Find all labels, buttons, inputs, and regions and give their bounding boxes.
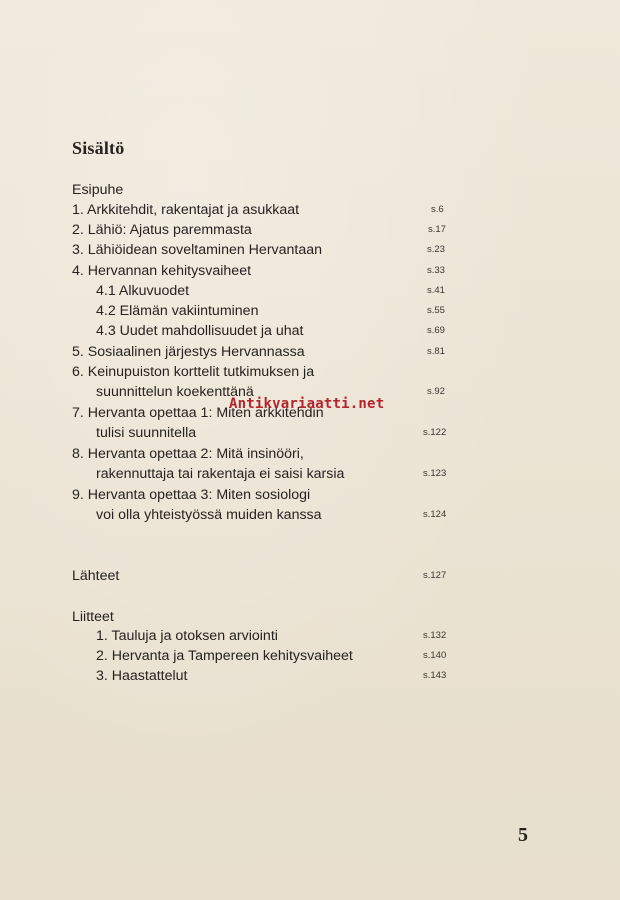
toc-entry-chapter-7: 7. Hervanta opettaa 1: Miten arkkitehdin — [72, 405, 324, 421]
toc-entry-appendix-2: 2. Hervanta ja Tampereen kehitysvaiheet — [96, 648, 353, 664]
toc-entry-appendices: Liitteet — [72, 609, 114, 625]
toc-entry-foreword: Esipuhe — [72, 182, 124, 198]
toc-entry-appendix-1: 1. Tauluja ja otoksen arviointi — [96, 628, 278, 644]
toc-entry-appendix-3: 3. Haastattelut — [96, 668, 188, 684]
toc-page-ref-chapter-9: s.124 — [423, 509, 447, 520]
toc-entry-chapter-1: 1. Arkkitehdit, rakentajat ja asukkaat — [72, 202, 300, 218]
toc-page-ref-chapter-4: s.33 — [427, 265, 445, 276]
toc-page-ref-appendix-1: s.132 — [423, 630, 447, 641]
toc-entry-chapter-6-cont: suunnittelun koekenttänä — [96, 384, 254, 400]
toc-entry-section-4-1: 4.1 Alkuvuodet — [96, 283, 190, 299]
toc-page-ref-chapter-2: s.17 — [428, 224, 446, 235]
toc-page-ref-section-4-3: s.69 — [427, 325, 445, 336]
toc-entry-references: Lähteet — [72, 568, 120, 584]
toc-page-ref-chapter-6: s.92 — [427, 386, 445, 397]
toc-heading: Sisältö — [72, 138, 125, 158]
toc-entry-chapter-9: 9. Hervanta opettaa 3: Miten sosiologi — [72, 487, 311, 503]
toc-entry-chapter-9-cont: voi olla yhteistyössä muiden kanssa — [96, 507, 322, 523]
toc-page-ref-chapter-8: s.123 — [423, 468, 447, 479]
toc-entry-chapter-3: 3. Lähiöidean soveltaminen Hervantaan — [72, 242, 323, 258]
toc-entry-section-4-3: 4.3 Uudet mahdollisuudet ja uhat — [96, 323, 304, 339]
toc-entry-chapter-7-cont: tulisi suunnitella — [96, 425, 197, 441]
toc-page-ref-appendix-3: s.143 — [423, 670, 447, 681]
toc-entry-chapter-6: 6. Keinupuiston korttelit tutkimuksen ja — [72, 364, 315, 380]
toc-page-ref-chapter-7: s.122 — [423, 427, 447, 438]
watermark-text: Antikvariaatti.net — [229, 396, 385, 412]
toc-entry-chapter-4: 4. Hervannan kehitysvaiheet — [72, 263, 252, 279]
toc-page-ref-section-4-2: s.55 — [427, 305, 445, 316]
toc-page-ref-chapter-5: s.81 — [427, 346, 445, 357]
toc-page-ref-chapter-3: s.23 — [427, 244, 445, 255]
toc-entry-chapter-5: 5. Sosiaalinen järjestys Hervannassa — [72, 344, 305, 360]
toc-entry-chapter-8: 8. Hervanta opettaa 2: Mitä insinööri, — [72, 446, 304, 462]
toc-entry-chapter-8-cont: rakennuttaja tai rakentaja ei saisi karsia — [96, 466, 345, 482]
page-number: 5 — [518, 824, 528, 846]
toc-page-ref-appendix-2: s.140 — [423, 650, 447, 661]
toc-page-ref-section-4-1: s.41 — [427, 285, 445, 296]
toc-page-ref-chapter-1: s.6 — [431, 204, 444, 215]
toc-page-ref-references: s.127 — [423, 570, 447, 581]
toc-entry-chapter-2: 2. Lähiö: Ajatus paremmasta — [72, 222, 252, 238]
toc-entry-section-4-2: 4.2 Elämän vakiintuminen — [96, 303, 259, 319]
